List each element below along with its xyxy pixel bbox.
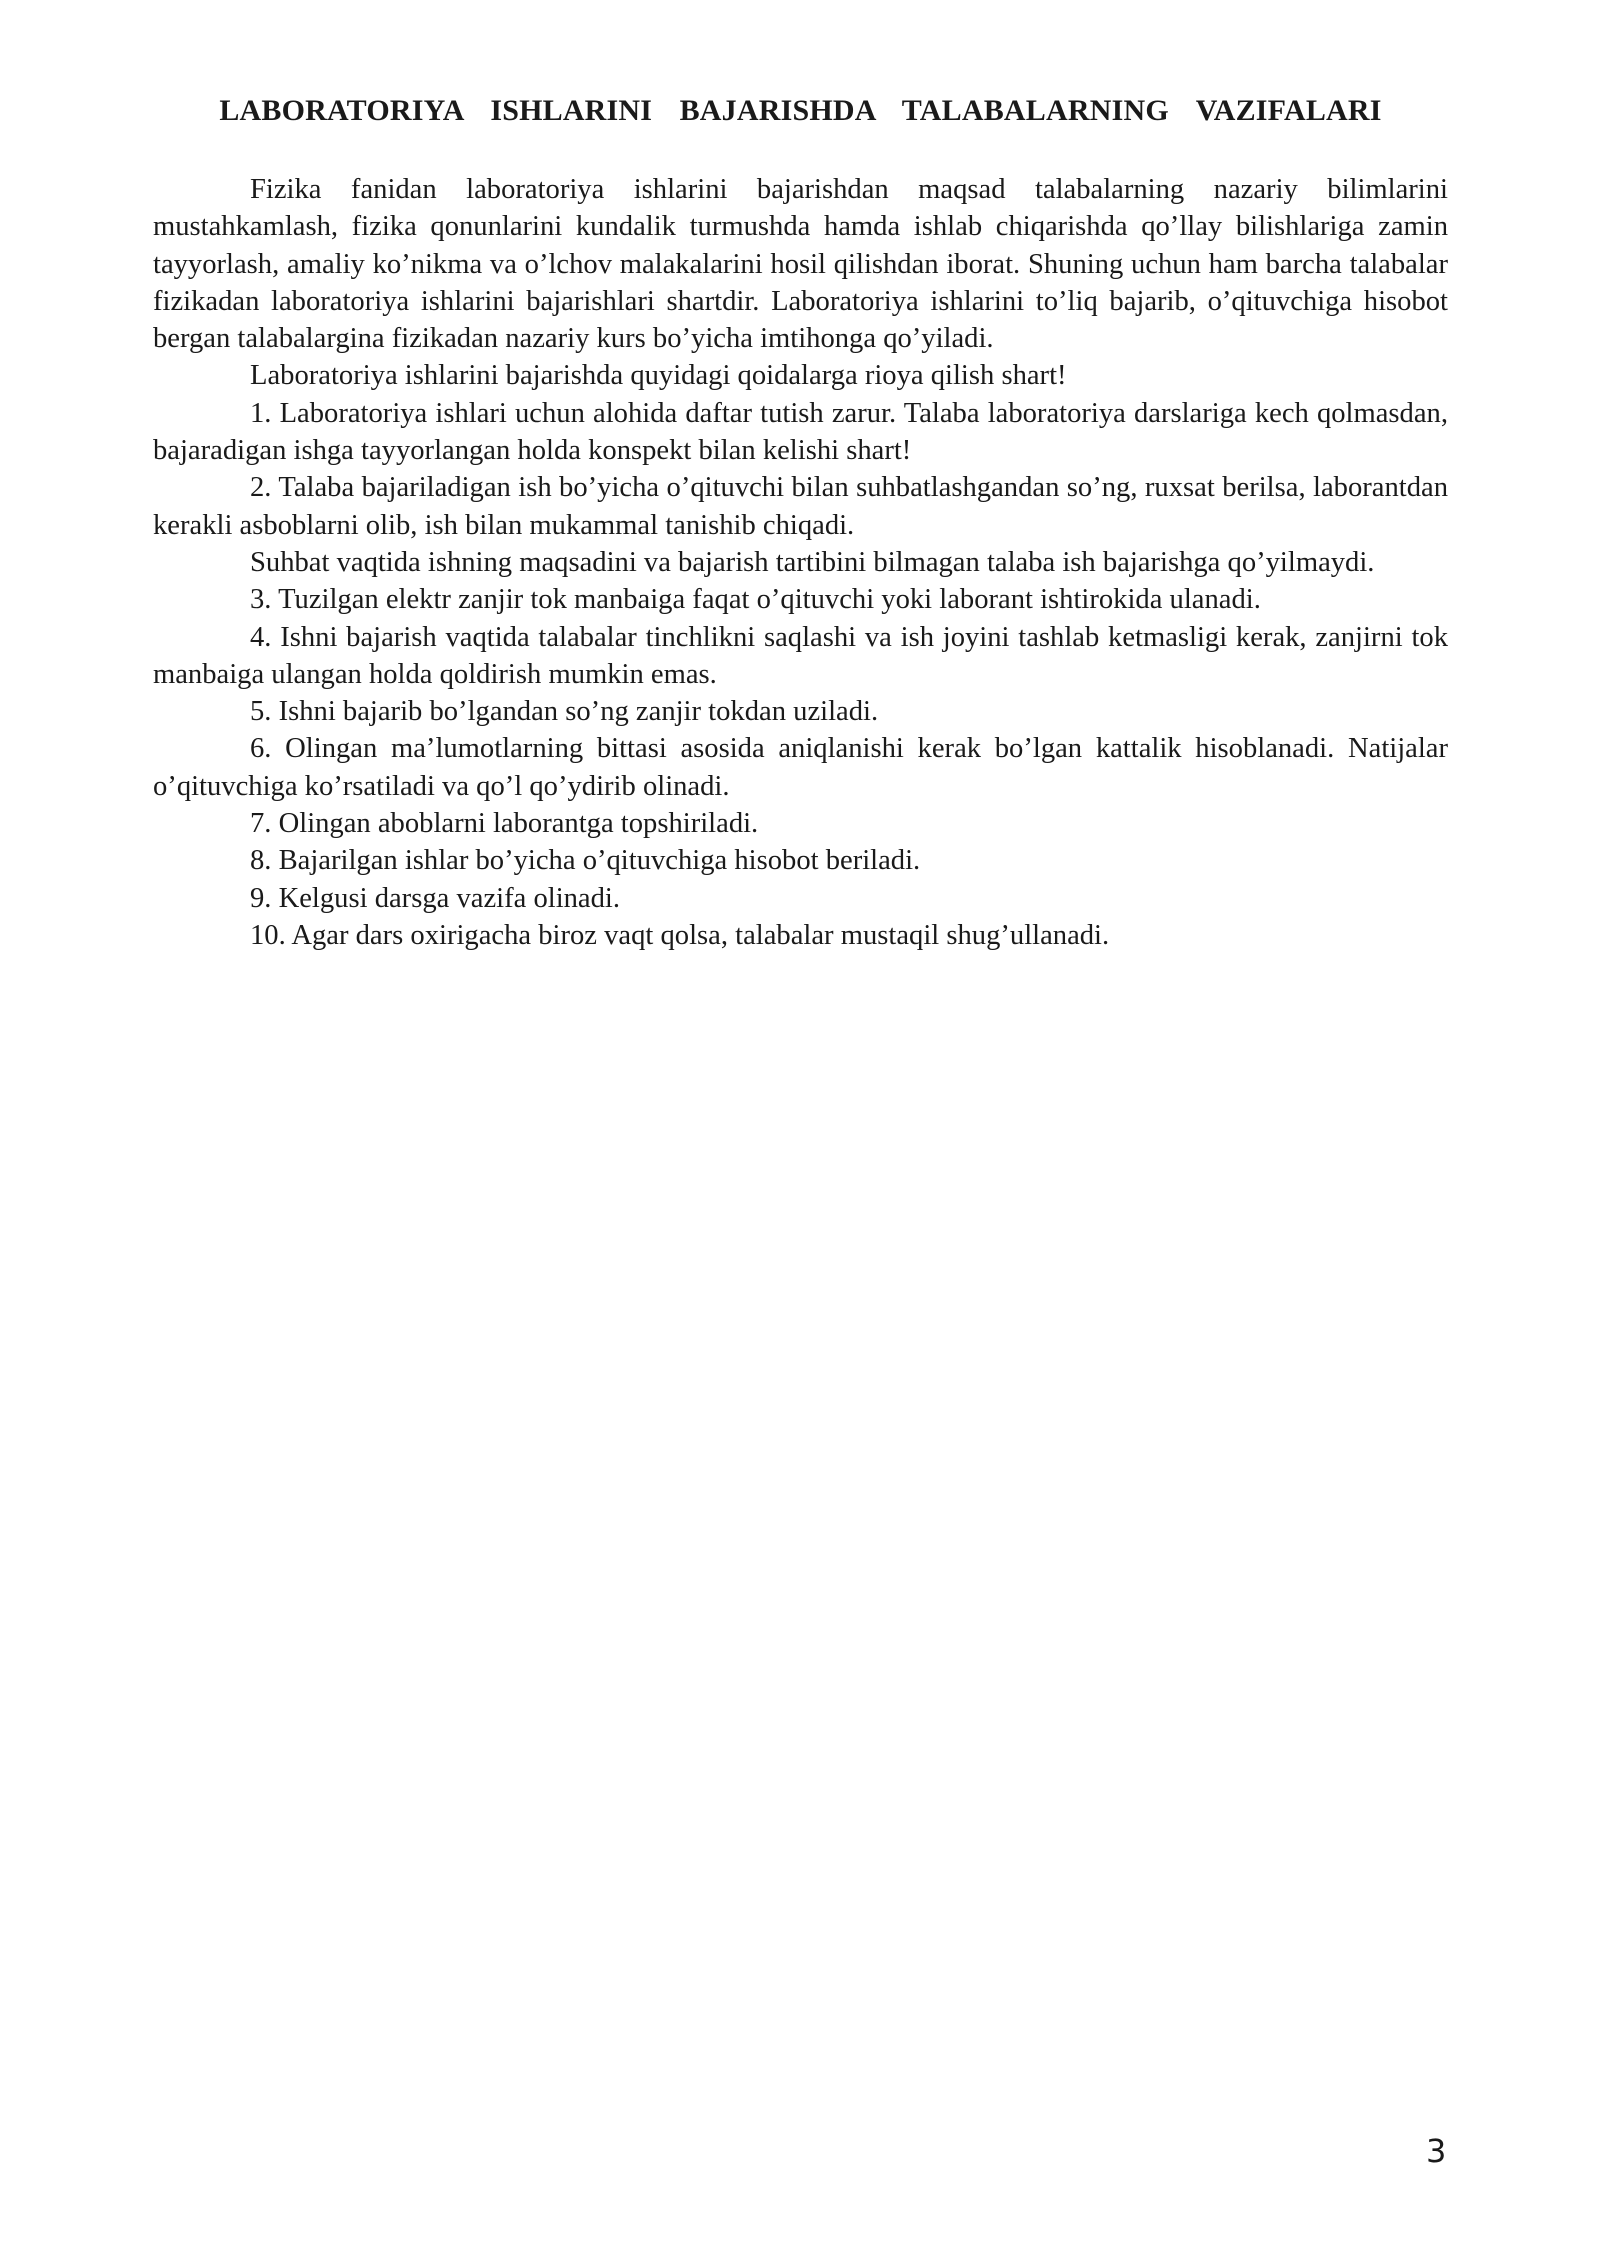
rule-10: 10. Agar dars oxirigacha biroz vaqt qolsa, talabalar mustaqil shug’ullanadi. [250, 919, 1110, 951]
rule-1: 1. Laboratoriya ishlari uchun alohida daftar tutish zarur. Talaba laboratoriya darslariga kech qolmasdan, bajaradigan ishga tayyorlangan holda konspekt bilan kelishi shart! [153, 397, 1448, 467]
rule-9: 9. Kelgusi darsga vazifa olinadi. [250, 882, 621, 914]
rule-2: 2. Talaba bajariladigan ish bo’yicha o’qituvchi bilan suhbatlashgandan so’ng, ruxsat berilsa, laborantdan kerakli asboblarni olib, ish bilan mukammal tanishib chiqadi. [153, 472, 1448, 541]
rule-6: 6. Olingan ma’lumotlarning bittasi asosida aniqlanishi kerak bo’lgan kattalik hisoblanadi. Natijalar o’qituvchiga ko’rsatiladi va qo’l qo’ydirib olinadi. [153, 733, 1448, 802]
rules-intro: Laboratoriya ishlarini bajarishda quyidagi qoidalarga rioya qilish shart! [250, 360, 1067, 392]
document-page [153, 92, 1448, 954]
rule-2-note: Suhbat vaqtida ishning maqsadini va bajarish tartibini bilmagan talaba ish bajarishga qo’yilmaydi. [250, 546, 1375, 578]
rule-3: 3. Tuzilgan elektr zanjir tok manbaiga faqat o’qituvchi yoki laborant ishtirokida ulanadi. [250, 584, 1261, 616]
page-number: 3 [1426, 2132, 1447, 2170]
rule-4: 4. Ishni bajarish vaqtida talabalar tinchlikni saqlashi va ish joyini tashlab ketmasligi kerak, zanjirni tok manbaiga ulangan holda qoldirish mumkin emas. [153, 621, 1448, 690]
rule-5: 5. Ishni bajarib bo’lgandan so’ng zanjir tokdan uziladi. [250, 696, 879, 728]
rule-8: 8. Bajarilgan ishlar bo’yicha o’qituvchiga hisobot beriladi. [250, 845, 921, 877]
document-title: LABORATORIYA ISHLARINI BAJARISHDA TALABALARNING VAZIFALARI [219, 94, 1382, 127]
intro-paragraph: Fizika fanidan laboratoriya ishlarini bajarishdan maqsad talabalarning nazariy bilimlarini mustahkamlash, fizika qonunlarini kundalik turmushda hamda ishlab chiqarishda qo’llay bilishlariga zamin tayyorlash, amaliy ko’nikma va o’lchov malakalarini hosil qilishdan iborat. Shuning uchun ham barcha talabalar fizikadan laboratoriya ishlarini bajarishlari shartdir. Laboratoriya ishlarini to’liq bajarib, o’qituvchiga hisobot bergan talabalargina fizikadan nazariy kurs bo’yicha imtihonga qo’yiladi. [153, 174, 1448, 355]
rule-7: 7. Olingan aboblarni laborantga topshiriladi. [250, 808, 759, 840]
